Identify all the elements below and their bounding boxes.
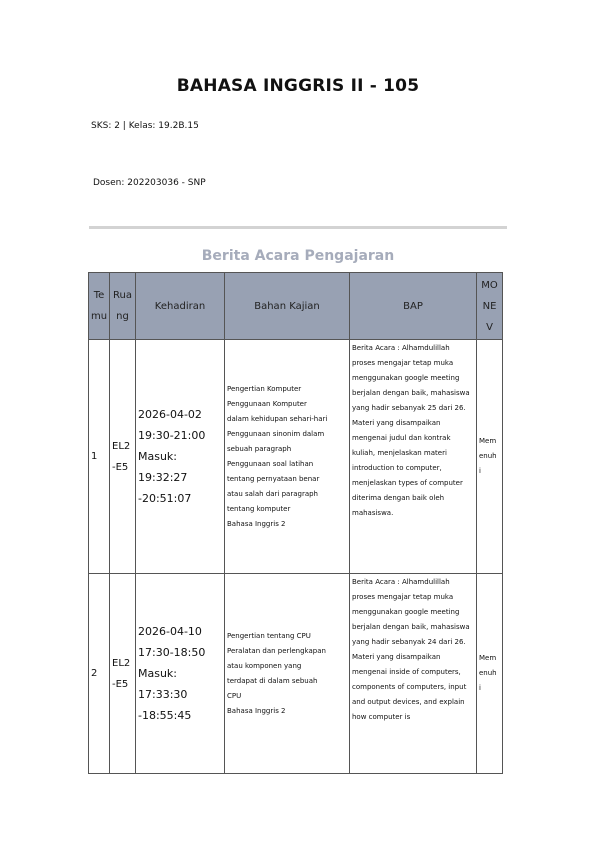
attendance-cell [136,340,225,574]
header-monev: MO NE V [477,273,503,340]
divider [89,226,507,229]
attendance-date: 2026-04-10 [138,625,202,638]
attendance-checkout: -20:51:07 [138,492,192,505]
attendance-date: 2026-04-02 [138,408,202,421]
page-title: BAHASA INGGRIS II - 105 [176,76,420,96]
room-cell: EL2 -E5 [110,340,136,574]
material-line: Penggunaan sinonim dalam [227,429,325,438]
room-cell: EL2 -E5 [110,574,136,774]
material-line: Bahasa Inggris 2 [227,519,286,528]
table-row [89,340,503,574]
header-temu: Te mu [89,273,110,340]
material-line: terdapat di dalam sebuah [227,676,318,685]
attendance-time: 17:30-18:50 [138,646,206,659]
material-line: atau komponen yang [227,661,302,670]
section-title: Berita Acara Pengajaran [201,248,395,264]
bap-cell [350,340,477,574]
bap-text: Berita Acara : Alhamdulillah proses mengajar tetap muka menggunakan google meeting berjalan dengan baik, mahasiswa yang hadir sebanyak 24 dari 26. Materi yang disampaikan mengenai inside of computers, components of computers, input and output devices, and explain how computer is [352,578,470,721]
material-line: Peralatan dan perlengkapan [227,646,326,655]
material-line: atau salah dari paragraph [227,489,318,498]
material-line: dalam kehidupan sehari-hari [227,414,328,423]
material-line: sebuah paragraph [227,444,292,453]
header-ruang: Rua ng [110,273,136,340]
material-line: tentang komputer [227,504,291,513]
teaching-record-table [88,272,503,774]
material-line: CPU [227,691,242,700]
meeting-number: 2 [89,574,110,774]
meeting-number: 1 [89,340,110,574]
material-cell [225,340,350,574]
material-line: Pengertian Komputer [227,384,302,393]
table-header-row [89,273,503,340]
header-bahan-kajian: Bahan Kajian [225,273,350,340]
bap-text: Berita Acara : Alhamdulillah proses mengajar tetap muka menggunakan google meeting berjalan dengan baik, mahasiswa yang hadir sebanyak 25 dari 26. Materi yang disampaikan mengenai judul dan kontrak kuliah, menjelaskan materi introduction to computer, menjelaskan types of computer diterima dengan baik oleh mahasiswa. [352,344,470,517]
sks-class-info: SKS: 2 | Kelas: 19.2B.15 [91,121,199,131]
material-line: tentang pernyataan benar [227,474,320,483]
attendance-checkout: -18:55:45 [138,709,192,722]
material-cell [225,574,350,774]
material-line: Penggunaan Komputer [227,399,307,408]
lecturer-info: Dosen: 202203036 - SNP [93,178,206,188]
monev-cell: Mem enuh i [477,574,503,774]
material-line: Penggunaan soal latihan [227,459,314,468]
bap-cell [350,574,477,774]
material-line: Pengertian tentang CPU [227,631,311,640]
attendance-checkin: Masuk: 17:33:30 [138,667,188,701]
table-row [89,574,503,774]
attendance-time: 19:30-21:00 [138,429,206,442]
header-kehadiran: Kehadiran [136,273,225,340]
material-line: Bahasa Inggris 2 [227,706,286,715]
attendance-checkin: Masuk: 19:32:27 [138,450,188,484]
attendance-cell [136,574,225,774]
monev-cell: Mem enuh i [477,340,503,574]
header-bap: BAP [350,273,477,340]
